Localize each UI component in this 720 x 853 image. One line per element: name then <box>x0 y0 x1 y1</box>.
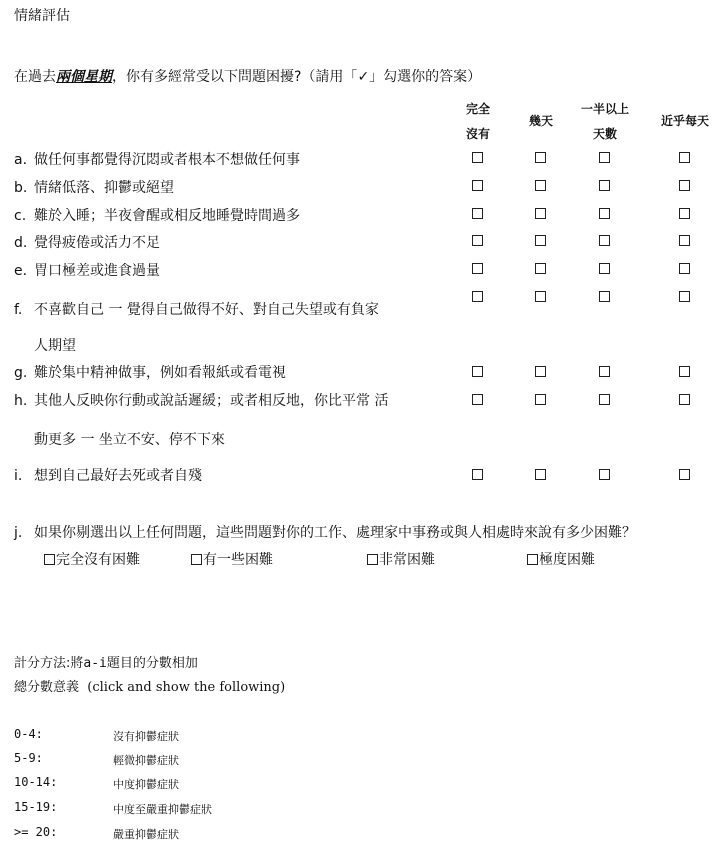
score-meaning: 嚴重抑鬱症狀 <box>113 828 179 841</box>
question-text: 如果你剔選出以上任何問題，這些問題對你的工作、處理家中事務或與人相處時來說有多少困難？ <box>34 525 636 541</box>
checkbox-c-more-than-half[interactable] <box>599 208 610 219</box>
checkbox-b-nearly-every-day[interactable] <box>679 180 690 191</box>
question-text: 其他人反映你行動或說話遲緩；或者相反地，你比平常 活 <box>34 393 389 409</box>
column-header-not-at-all <box>455 97 501 147</box>
question-letter: d. <box>14 235 28 251</box>
question-row-d <box>14 232 160 252</box>
checkbox-a-not-at-all[interactable] <box>472 152 483 163</box>
checkbox-c-several-days[interactable] <box>535 208 546 219</box>
checkbox-i-not-at-all[interactable] <box>472 469 483 480</box>
difficulty-option-label: 非常困難 <box>379 552 435 568</box>
score-range: 15-19: <box>14 800 58 814</box>
difficulty-option-very[interactable] <box>367 549 435 569</box>
checkbox-e-not-at-all[interactable] <box>472 263 483 274</box>
score-range: 10-14: <box>14 775 58 789</box>
checkbox-e-nearly-every-day[interactable] <box>679 263 690 274</box>
question-text: 難於集中精神做事，例如看報紙或看電視 <box>34 365 286 381</box>
instruction-suffix: 」勾選你的答案） <box>369 69 482 85</box>
column-header-several-days <box>518 109 564 134</box>
scoring-method-suffix: 題目的分數相加 <box>106 656 198 671</box>
checkbox-difficulty-very[interactable] <box>367 554 378 565</box>
instruction-prefix: 在過去 <box>14 69 56 85</box>
checkbox-c-not-at-all[interactable] <box>472 208 483 219</box>
difficulty-option-label: 有一些困難 <box>203 552 273 568</box>
checkbox-h-not-at-all[interactable] <box>472 394 483 405</box>
score-meaning: 中度至嚴重抑鬱症狀 <box>113 803 212 816</box>
checkbox-d-more-than-half[interactable] <box>599 235 610 246</box>
scoring-method <box>14 652 198 671</box>
checkbox-g-not-at-all[interactable] <box>472 366 483 377</box>
difficulty-option-label: 極度困難 <box>539 552 595 568</box>
question-row-e <box>14 260 160 280</box>
checkbox-d-not-at-all[interactable] <box>472 235 483 246</box>
question-text: 不喜歡自己 一 覺得自己做得不好、對自己失望或有負家 <box>34 302 379 318</box>
question-letter: b. <box>14 180 28 196</box>
score-meaning: 沒有抑鬱症狀 <box>113 730 179 743</box>
checkbox-i-more-than-half[interactable] <box>599 469 610 480</box>
instruction-emphasis: 兩個星期 <box>56 69 112 85</box>
score-meaning: 輕微抑鬱症狀 <box>113 754 179 767</box>
show-score-meaning-link[interactable]: (click and show the following) <box>87 680 286 695</box>
question-letter: i. <box>14 468 23 484</box>
checkbox-g-nearly-every-day[interactable] <box>679 366 690 377</box>
checkbox-d-several-days[interactable] <box>535 235 546 246</box>
checkbox-b-not-at-all[interactable] <box>472 180 483 191</box>
difficulty-option-extreme[interactable] <box>527 549 595 569</box>
column-header-line: 近乎每天 <box>660 114 709 128</box>
question-letter: f. <box>14 302 23 318</box>
checkbox-f-more-than-half[interactable] <box>599 291 610 302</box>
checkbox-g-more-than-half[interactable] <box>599 366 610 377</box>
scoring-method-label: 計分方法:將 <box>14 656 84 671</box>
score-range: >= 20: <box>14 825 58 839</box>
question-row-i <box>14 465 202 485</box>
question-row-g <box>14 362 286 382</box>
instructions <box>14 66 481 86</box>
checkbox-b-several-days[interactable] <box>535 180 546 191</box>
question-row-b <box>14 177 174 197</box>
question-text: 難於入睡；半夜會醒或相反地睡覺時間過多 <box>34 208 300 224</box>
column-header-line: 一半以上 <box>580 102 629 116</box>
question-text: 做任何事都覺得沉悶或者根本不想做任何事 <box>34 152 300 168</box>
checkbox-e-more-than-half[interactable] <box>599 263 610 274</box>
question-letter: h. <box>14 393 28 409</box>
checkbox-a-nearly-every-day[interactable] <box>679 152 690 163</box>
checkbox-h-more-than-half[interactable] <box>599 394 610 405</box>
score-meaning-heading <box>14 676 285 695</box>
checkbox-difficulty-extreme[interactable] <box>527 554 538 565</box>
checkbox-f-not-at-all[interactable] <box>472 291 483 302</box>
score-range: 0-4: <box>14 727 43 741</box>
score-meaning: 中度抑鬱症狀 <box>113 778 179 791</box>
scoring-method-range: a-i <box>83 656 107 671</box>
question-letter: j. <box>14 525 23 541</box>
question-text: 情緒低落、抑鬱或絕望 <box>34 180 174 196</box>
column-header-line: 幾天 <box>528 114 553 128</box>
checkbox-difficulty-none[interactable] <box>44 554 55 565</box>
checkbox-difficulty-some[interactable] <box>191 554 202 565</box>
difficulty-option-some[interactable] <box>191 549 273 569</box>
question-row-c <box>14 205 300 225</box>
question-text: 覺得疲倦或活力不足 <box>34 235 160 251</box>
checkbox-a-several-days[interactable] <box>535 152 546 163</box>
checkbox-f-nearly-every-day[interactable] <box>679 291 690 302</box>
question-letter: e. <box>14 263 28 279</box>
question-continuation-f: 人期望 <box>34 338 76 354</box>
column-header-nearly-every-day <box>650 109 720 134</box>
question-letter: g. <box>14 365 28 381</box>
question-letter: c. <box>14 208 27 224</box>
score-range: 5-9: <box>14 751 43 765</box>
instruction-middle: ，你有多經常受以下問題困擾?（請用「 <box>112 69 358 85</box>
column-header-line: 沒有 <box>465 127 490 141</box>
question-row-a <box>14 149 300 169</box>
checkbox-a-more-than-half[interactable] <box>599 152 610 163</box>
difficulty-option-label: 完全沒有困難 <box>56 552 140 568</box>
checkbox-i-several-days[interactable] <box>535 469 546 480</box>
column-header-line: 天數 <box>592 127 617 141</box>
question-row-f <box>14 299 379 319</box>
checkbox-f-several-days[interactable] <box>535 291 546 302</box>
check-mark-icon: ✓ <box>357 69 370 85</box>
difficulty-option-none[interactable] <box>44 549 140 569</box>
question-text: 想到自己最好去死或者自殘 <box>34 468 202 484</box>
question-row-h <box>14 390 388 410</box>
checkbox-d-nearly-every-day[interactable] <box>679 235 690 246</box>
question-letter: a. <box>14 152 28 168</box>
column-header-line: 完全 <box>465 102 490 116</box>
column-header-more-than-half <box>570 97 640 147</box>
checkbox-b-more-than-half[interactable] <box>599 180 610 191</box>
score-meaning-label: 總分數意義 <box>14 680 80 695</box>
page-title: 情緒評估 <box>14 8 70 24</box>
checkbox-i-nearly-every-day[interactable] <box>679 469 690 480</box>
checkbox-c-nearly-every-day[interactable] <box>679 208 690 219</box>
question-row-j <box>14 522 636 542</box>
checkbox-g-several-days[interactable] <box>535 366 546 377</box>
checkbox-h-several-days[interactable] <box>535 394 546 405</box>
checkbox-e-several-days[interactable] <box>535 263 546 274</box>
checkbox-h-nearly-every-day[interactable] <box>679 394 690 405</box>
question-text: 胃口極差或進食過量 <box>34 263 160 279</box>
question-continuation-h: 動更多 一 坐立不安、停不下來 <box>34 432 225 448</box>
